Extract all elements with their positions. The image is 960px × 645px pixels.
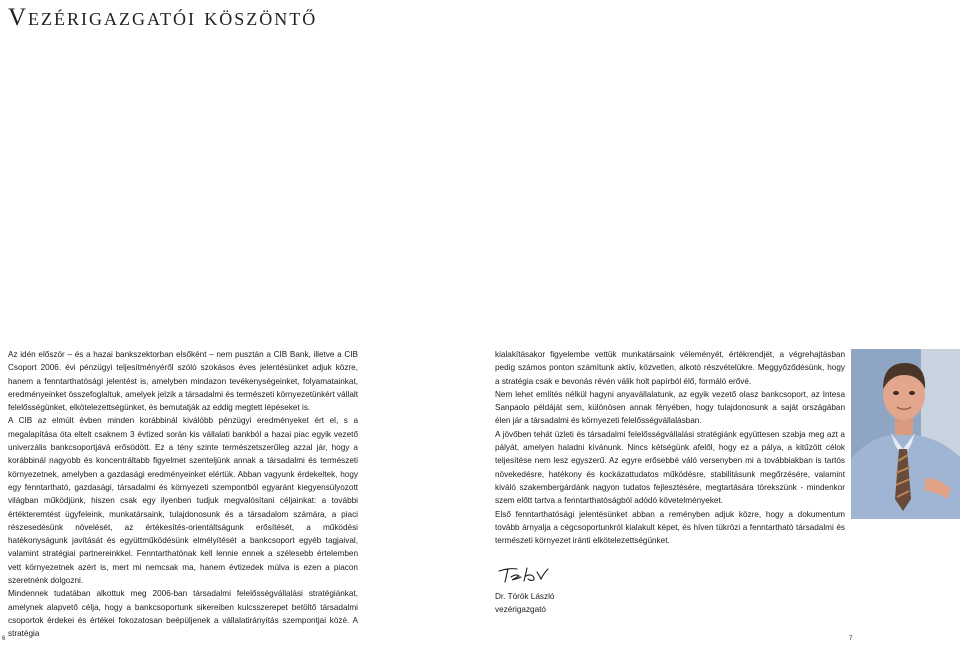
paragraph: A CIB az elmúlt évben minden korábbinál kiválóbb pénzügyi eredményeket ért el, s a megalapítása óta eltelt csaknem 3 évtized során kis vállalati bankból a hazai piac egyik vezető univerzális bankcsoportjává erősödött. Ez a tény szinte természetszerűleg azzal jár, hogy a korábbinál nagyobb és koncentráltabb figyelmet szenteljünk annak a társadalmi és természeti környezetnek, amelyben a gazdasági eredményeinket elértük. Abban vagyunk érdekeltek, hogy egy fenntartható, gazdasági, társadalmi és környezeti szempontból egyaránt kiegyensúlyozott világban működjünk, hiszen csak egy ilyenben tudjuk megvalósítani céljainkat: a további értékteremtést ügyfeleink, munkatársaink, tulajdonosunk és a társadalom számára, a piaci részesedésünk növelését, az értékesítés-orientáltságunk erősítését, a működési hatékonyságunk javítását és együttműködésünk elmélyítését a bankcsoport egyéb tagjaival, valamint stratégiai partnereinkkel. Fenntarthatónak kell lennie ennek a szélesebb értelemben vett környezetnek azért is, mert mi nemcsak ma, hanem évtizedek múlva is ezen a piacon szeretnénk dolgozni. [8,416,358,586]
signature-image [497,563,557,585]
paragraph: kialakításakor figyelembe vettük munkatársaink véleményét, értékrendjét, a végrehajtásban pedig számos ponton számítunk aktív, közvetlen, alkotó részvételükre. Meggyőződésünk, hogy a stratégia csak e bevonás révén válik holt papírból élő, formáló erővé. [495,350,845,386]
paragraph: Az idén először – és a hazai bankszektorban elsőként – nem pusztán a CIB Bank, illetve a CIB Csoport 2006. évi pénzügyi teljesítményéről szóló szokásos éves jelentésünket adjuk közre, hanem a fenntarthatósági jelentést is, amelyben mindazon tevékenységeinket, folyamatainkat, eredményeinket összefoglaltuk, amelyek jelzik a társadalmi és természeti környezetünkért vállalt felelősségünket, elkötelezettségünket, és bemutatják az eddig megtett lépéseket is. [8,350,358,413]
signatory-name: Dr. Török László [495,592,555,601]
left-text-column [8,348,358,641]
signatory-title: vezérigazgató [495,605,546,615]
right-text-column [495,348,845,547]
paragraph: Nem lehet említés nélkül hagyni anyavállalatunk, az egyik vezető olasz bankcsoport, az Intesa Sanpaolo példáját sem, különösen annak fényében, hogy tulajdonosunk a saját országában élen jár a társadalmi és környezeti felelősségvállalásban. [495,389,845,426]
paragraph: A jövőben tehát üzleti és társadalmi felelősségvállalási stratégiánk együttesen szabja meg azt a pályát, amelyen haladni kívánunk. Nincs kétségünk afelől, hogy ez a pálya, a kitűzött célok teljesítése nem lesz egyszerű. Az egyre erősebbé váló versenyben mi a továbbiakban is tartós növekedésre, hatékony és kockázattudatos működésre, stabilitásunk megőrzésére, valamint kiváló szakembergárdánk nagyon tudatos fejlesztésére, megtartására törekszünk - mindenkor szem előtt tartva a fenntarthatóságból adódó követelményeket. [495,429,845,506]
portrait-photo [851,349,960,519]
paragraph: Mindennek tudatában alkottuk meg 2006-ban társadalmi felelősségvállalási stratégiánkat, amelynek alapvető célja, hogy a bankcsoportunk sikereiben kulcsszerepet betöltő társadalmi csoportok érdekei és értékei fokozatosan beépüljenek a vállalatirányítás szempontjai közé. A stratégia [8,589,358,639]
signatory [495,590,554,617]
page-number-right: 7 [849,636,853,642]
portrait-illustration [851,349,960,519]
page-number-left: 6 [2,636,6,642]
paragraph: Első fenntarthatósági jelentésünket abban a reményben adjuk közre, hogy a dokumentum tovább árnyalja a cégcsoportunkról kialakult képet, és híven tükrözi a fenntartható társadalmi és természeti környezet iránti elkötelezettségünket. [495,509,845,546]
page-title: Vezérigazgatói köszöntő [8,4,318,31]
